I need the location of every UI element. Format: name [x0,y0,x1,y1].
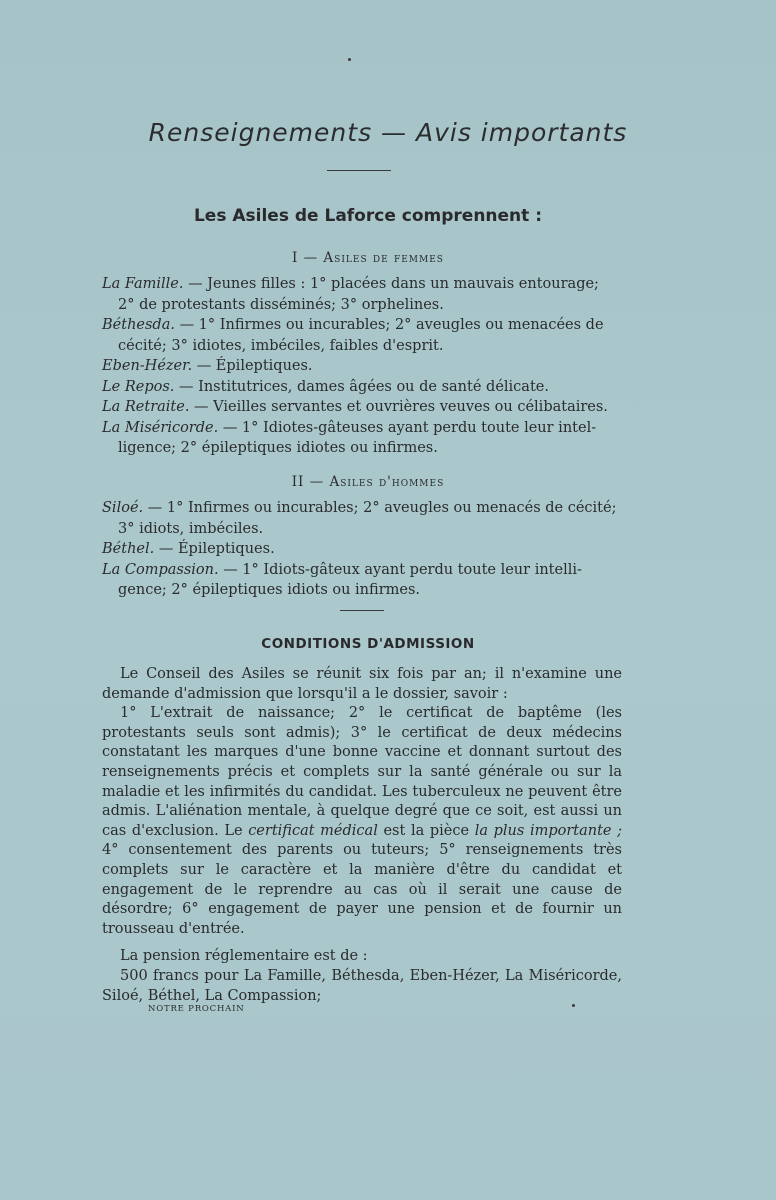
list-item [102,539,622,560]
asylum-description: — 1° Infirmes ou incurables; 2° aveugles ou menacés de cécité; [143,500,617,516]
asylum-description: — Épileptiques. [192,358,313,374]
main-heading: Les Asiles de Laforce comprennent : [193,206,543,226]
list-item [102,418,622,459]
asylum-description: — Épileptiques. [154,541,275,557]
section-heading-women: I — Asiles de femmes [292,250,444,266]
paragraph-text: est la pièce [377,822,475,839]
title-divider [327,170,391,171]
paragraph: La pension réglementaire est de : [120,948,368,965]
list-item [102,377,622,398]
section-divider [340,610,384,611]
conditions-body [102,665,622,1006]
page-title: Renseignements — Avis importants [148,118,628,147]
asylum-description-cont: cécité; 3° idiotes, imbéciles, faibles d'esprit. [118,337,444,354]
asylum-description: — Institutrices, dames âgées ou de santé délicate. [174,378,549,395]
paragraph: 500 francs pour La Famille, Béthesda, Eben-Hézer, La Miséricorde, Siloé, Béthel, La Compassion; [102,967,622,1004]
catchword: NOTRE PROCHAIN [148,1004,245,1014]
women-asylums-list [102,274,622,459]
list-item [102,560,622,601]
asylum-description: — 1° Idiots-gâteux ayant perdu toute leur intelli- [218,561,582,578]
asylum-description-cont: ligence; 2° épileptiques idiotes ou infirmes. [118,440,438,456]
emphasis-text: la plus importante ; [474,822,623,839]
list-item [102,274,622,315]
asylum-name: Béthesda. [102,317,175,333]
paper-speck [348,58,351,61]
asylum-description: — 1° Infirmes ou incurables; 2° aveugles ou menacées de [174,317,604,333]
asylum-name: Eben-Hézer. [102,358,193,374]
asylum-description: — Vieilles servantes et ouvrières veuves ou célibataires. [189,399,608,415]
men-asylums-list [102,498,622,601]
asylum-name: La Retraite. [102,399,190,415]
list-item [102,397,622,418]
asylum-name: La Miséricorde. [102,419,219,436]
asylum-description: — Jeunes filles : 1° placées dans un mauvais entourage; [183,276,599,292]
asylum-name: La Compassion. [102,561,219,578]
conditions-heading: CONDITIONS D'ADMISSION [261,636,475,652]
paper-speck [572,1004,575,1007]
asylum-description-cont: 2° de protestants disséminés; 3° orphelines. [118,296,444,313]
asylum-description-cont: 3° idiots, imbéciles. [118,520,264,537]
asylum-name: Le Repos. [102,378,175,395]
emphasis-text: certificat médical [248,822,378,839]
paragraph: Le Conseil des Asiles se réunit six fois par an; il n'examine une demande d'admission que lorsqu'il a le dossier, savoir : [102,666,622,702]
list-item [102,356,622,377]
asylum-description: — 1° Idiotes-gâteuses ayant perdu toute leur intel- [218,419,597,436]
list-item [102,498,622,539]
asylum-name: Béthel. [102,541,155,557]
asylum-name: La Famille. [102,276,184,292]
paragraph-text: 1° L'extrait de naissance; 2° le certificat de baptême (les protestants seuls sont admis); 3° le certificat de deux médecins constatant les marques d'une bonne vaccine et donnant surtout des renseignements précis et complets sur la santé générale ou sur la maladie et les infirmités du candidat. Les tuberculeux ne peuvent être admis. L'aliénation mentale, à quelque degré que ce soit, est aussi un cas d'exclusion. Le [102,705,622,839]
paragraph [102,704,622,939]
section-heading-men: II — Asiles d'hommes [291,474,445,490]
asylum-name: Siloé. [102,500,144,516]
asylum-description-cont: gence; 2° épileptiques idiots ou infirmes. [118,582,421,598]
paragraph-text: 4° consentement des parents ou tuteurs; 5° renseignements très complets sur le caractère et la manière d'être du candidat et engagement de le reprendre au cas où il serait une cause de désordre; 6° engagement de payer une pension et de fournir un trousseau d'entrée. [102,842,622,937]
list-item [102,315,622,356]
